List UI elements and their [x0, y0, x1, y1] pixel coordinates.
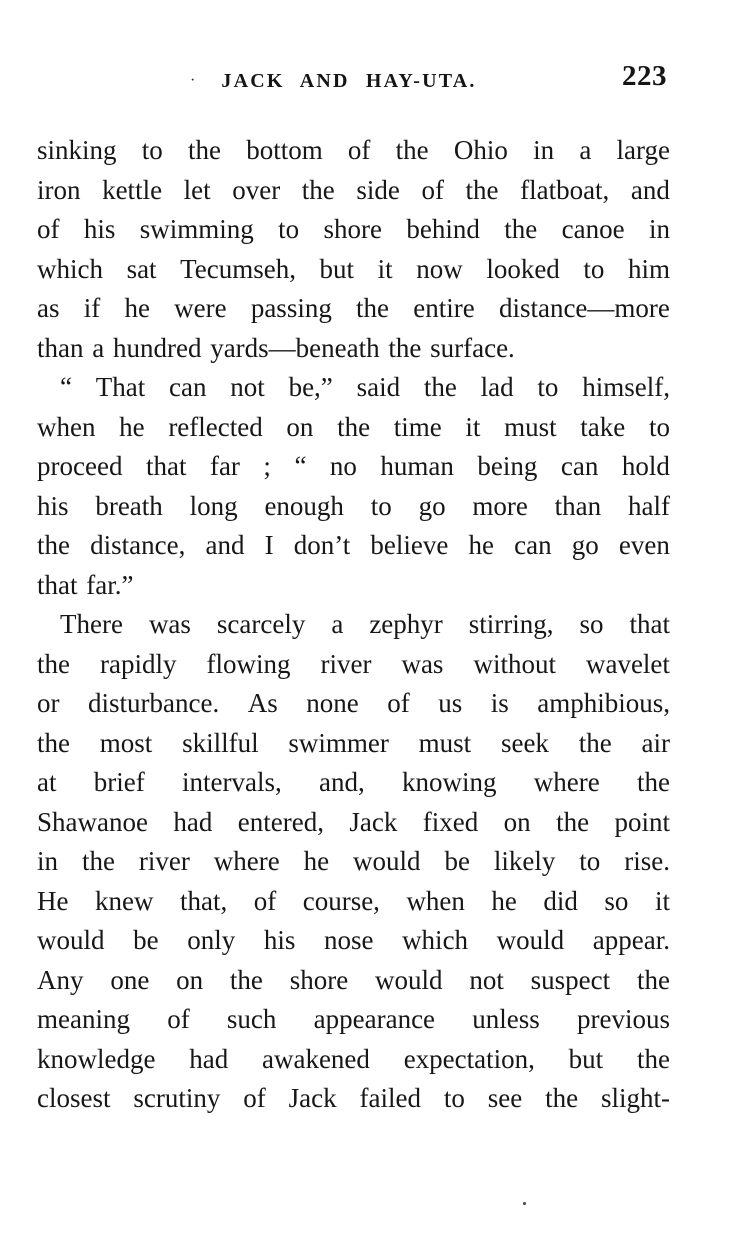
text-block	[37, 131, 670, 1119]
text-line: meaning of such appearance unless previous	[37, 1004, 670, 1034]
text-line: or disturbance. As none of us is amphibious,	[37, 688, 670, 718]
text-line: at brief intervals, and, knowing where the	[37, 767, 670, 797]
text-line: closest scrutiny of Jack failed to see the slight-	[37, 1083, 670, 1113]
page-number: 223	[622, 60, 667, 92]
text-line: Any one on the shore would not suspect the	[37, 964, 670, 995]
scan-mark-dot: ·	[190, 72, 196, 89]
text-line: “ That can not be,” said the lad to himself,	[60, 372, 670, 402]
text-line: sinking to the bottom of the Ohio in a large	[37, 135, 670, 165]
text-line: proceed that far ; “ no human being can hold	[37, 451, 670, 481]
page-header	[0, 0, 736, 110]
text-line: his breath long enough to go more than half	[37, 490, 670, 521]
text-line: than a hundred yards—beneath the surface.	[37, 332, 515, 363]
running-head-title: JACK AND HAY-UTA.	[221, 70, 477, 92]
text-line: of his swimming to shore behind the canoe in	[37, 214, 670, 244]
text-line: the rapidly flowing river was without wavelet	[37, 648, 670, 679]
text-line: when he reflected on the time it must take to	[37, 411, 670, 442]
text-line: which sat Tecumseh, but it now looked to him	[37, 253, 670, 284]
text-line: Shawanoe had entered, Jack fixed on the point	[37, 806, 670, 837]
scan-speck	[523, 1202, 526, 1205]
text-line: in the river where he would be likely to rise.	[37, 846, 670, 876]
text-line: the distance, and I don’t believe he can go even	[37, 530, 670, 560]
text-line: iron kettle let over the side of the flatboat, and	[37, 174, 670, 205]
text-line: as if he were passing the entire distance—more	[37, 293, 670, 323]
text-line: that far.”	[37, 569, 134, 600]
text-line: would be only his nose which would appear.	[37, 925, 670, 955]
text-line: There was scarcely a zephyr stirring, so that	[60, 609, 670, 639]
text-line: He knew that, of course, when he did so it	[37, 885, 670, 916]
text-line: the most skillful swimmer must seek the air	[37, 727, 670, 758]
text-line: knowledge had awakened expectation, but the	[37, 1043, 670, 1074]
